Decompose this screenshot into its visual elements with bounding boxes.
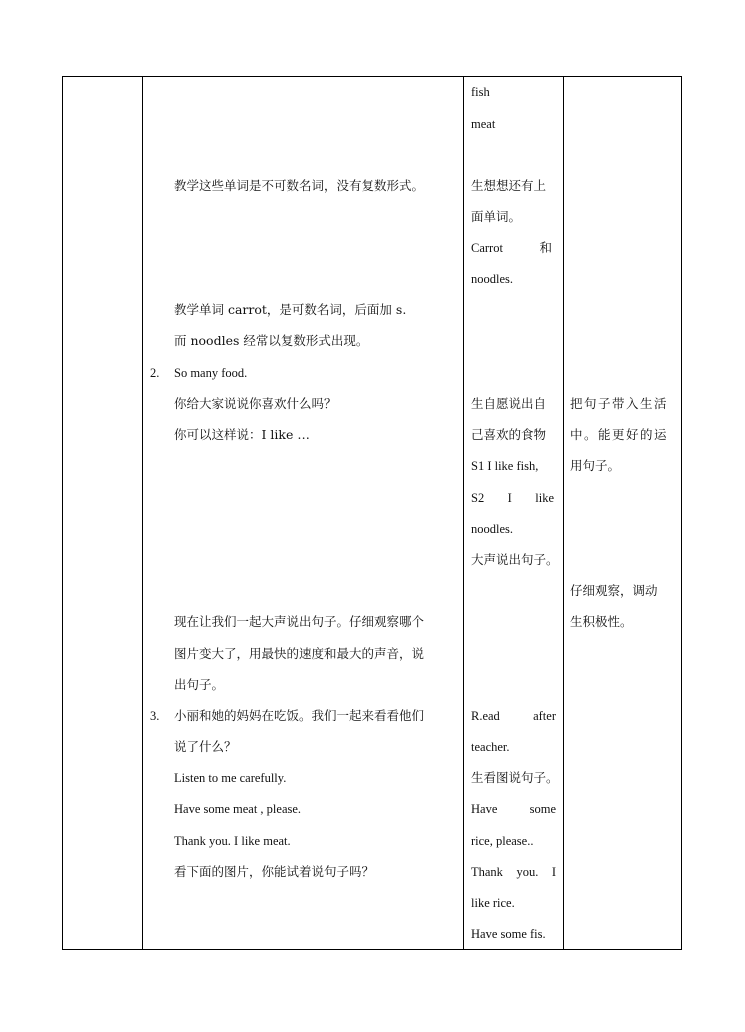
text-tell-like: 你给大家说说你喜欢什么吗？: [174, 396, 337, 411]
word-i-2: I: [551, 865, 556, 879]
text-have-fis: Have some fis.: [471, 927, 546, 941]
text-bring-line-2: 中。能更好的运: [570, 427, 669, 442]
step-number-3: 3.: [150, 709, 160, 723]
text-observe-line-1: 仔细观察，调动: [570, 583, 658, 598]
word-teacher: teacher.: [471, 740, 510, 754]
text-rice-please: rice, please..: [471, 834, 534, 848]
word-meat: meat: [471, 117, 496, 131]
text-think-line-2: 面单词。: [471, 209, 522, 224]
text-can-say: 你可以这样说：I like …: [174, 427, 310, 442]
text-noodles-plural: 而 noodles 经常以复数形式出现。: [174, 333, 369, 348]
text-think-line-1: 生想想还有上: [471, 178, 547, 193]
text-like-rice: like rice.: [471, 896, 515, 910]
text-observe-line-2: 生积极性。: [570, 614, 633, 629]
text-have-some: [471, 801, 556, 817]
word-carrot: Carrot: [471, 241, 503, 255]
text-so-many-food: So many food.: [174, 366, 248, 380]
text-uncountable: 教学这些单词是不可数名词，没有复数形式。: [174, 178, 425, 193]
text-lili-line-1: 小丽和她的妈妈在吃饭。我们一起来看看他们: [174, 708, 425, 723]
text-volunteer-line-2: 己喜欢的食物: [471, 427, 547, 442]
text-thank-you-i: [471, 864, 556, 880]
lesson-table: [62, 76, 682, 950]
text-bring-line-1: 把句子带入生活: [570, 396, 669, 411]
text-loud: 大声说出句子。: [471, 552, 559, 567]
text-now-line-2: 图片变大了，用最快的速度和最大的声音，说: [174, 646, 425, 661]
text-carrot-and: [471, 240, 552, 256]
word-noodles-2: noodles.: [471, 522, 514, 536]
word-you: you.: [516, 865, 539, 879]
text-lili-line-2: 说了什么？: [174, 739, 237, 754]
text-thank-meat: Thank you. I like meat.: [174, 834, 291, 848]
word-thank: Thank: [471, 865, 503, 879]
word-have: Have: [471, 802, 498, 816]
text-s2: [471, 490, 554, 506]
word-i: I: [507, 491, 512, 505]
step-number-2: 2.: [150, 366, 160, 380]
word-and: 和: [539, 241, 552, 255]
word-fish: fish: [471, 85, 490, 99]
word-read: R.ead: [471, 709, 500, 723]
word-like: like: [535, 491, 554, 505]
word-after: after: [533, 709, 556, 723]
text-bring-line-3: 用句子。: [570, 458, 621, 473]
word-s2: S2: [471, 491, 485, 505]
column-divider-3: [563, 77, 564, 949]
text-volunteer-line-1: 生自愿说出自: [471, 396, 547, 411]
text-look-pic: 生看图说句子。: [471, 770, 559, 785]
text-look-below: 看下面的图片，你能试着说句子吗？: [174, 864, 375, 879]
text-read-after: [471, 708, 556, 724]
column-divider-2: [463, 77, 464, 949]
word-some: some: [529, 802, 556, 816]
word-noodles: noodles.: [471, 272, 514, 286]
text-now-line-1: 现在让我们一起大声说出句子。仔细观察哪个: [174, 614, 425, 629]
text-now-line-3: 出句子。: [174, 677, 225, 692]
text-have-meat: Have some meat , please.: [174, 802, 302, 816]
text-carrot-teach: 教学单词 carrot，是可数名词，后面加 s.: [174, 302, 407, 317]
column-divider-1: [142, 77, 143, 949]
text-listen: Listen to me carefully.: [174, 771, 287, 785]
text-s1: S1 I like fish,: [471, 459, 539, 473]
